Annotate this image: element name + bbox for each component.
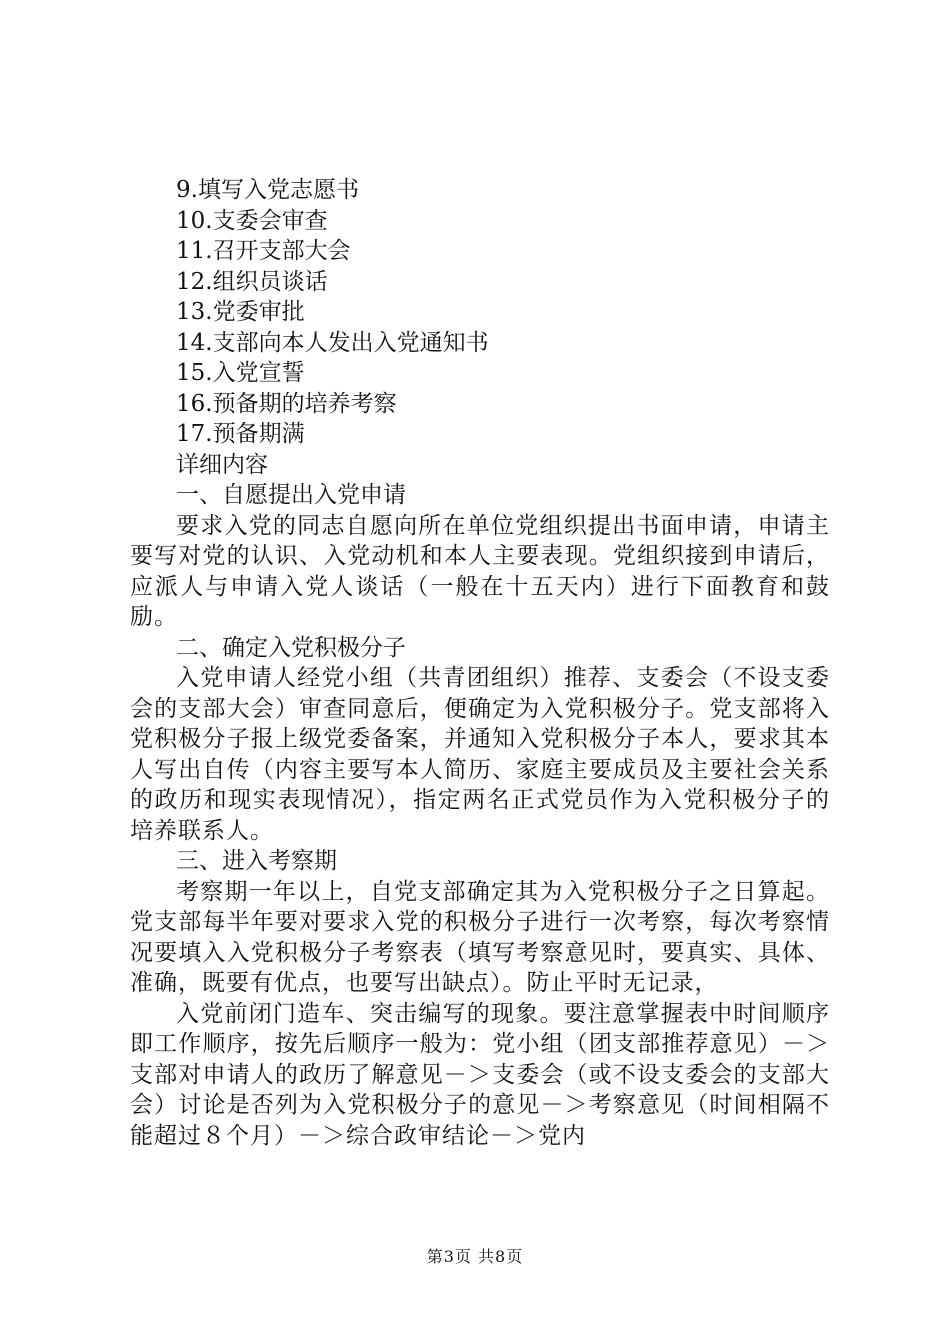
section-heading: 三、进入考察期 — [176, 848, 337, 874]
section-heading: 二、确定入党积极分子 — [176, 634, 406, 661]
section-heading: 一、自愿提出入党申请 — [176, 482, 406, 508]
document-body — [130, 175, 830, 1151]
detail-heading: 详细内容 — [176, 451, 268, 478]
page-footer: 第3页 共8页 — [426, 1247, 524, 1266]
list-item: 12.组织员谈话 — [176, 268, 328, 295]
list-item: 16.预备期的培养考察 — [176, 390, 397, 417]
list-item: 14.支部向本人发出入党通知书 — [176, 329, 489, 356]
list-item: 11.召开支部大会 — [176, 238, 351, 264]
list-item: 9.填写入党志愿书 — [176, 177, 359, 203]
section-paragraph: 入党申请人经党小组（共青团组织）推荐、支委会（不设支委会的支部大会）审查同意后，便确定为入党积极分子。党支部将入党积极分子报上级党委备案，并通知入党积极分子本人，要求其本人写出自传（内容主要写本人简历、家庭主要成员及主要社会关系的政历和现实表现情况），指定两名正式党员作为入党积极分子的培养联系人。 — [130, 665, 830, 844]
list-item: 15.入党宣誓 — [176, 360, 305, 386]
list-item: 17.预备期满 — [176, 421, 305, 447]
list-item: 10.支委会审查 — [176, 207, 328, 234]
section-paragraph: 要求入党的同志自愿向所在单位党组织提出书面申请，申请主要写对党的认识、入党动机和本人主要表现。党组织接到申请后，应派人与申请入党人谈话（一般在十五天内）进行下面教育和鼓励。 — [130, 512, 830, 630]
section-paragraph: 入党前闭门造车、突击编写的现象。要注意掌握表中时间顺序即工作顺序，按先后顺序一般为：党小组（团支部推荐意见）－＞支部对申请人的政历了解意见－＞支委会（或不设支委会的支部大会）讨论是否列为入党积极分子的意见－＞考察意见（时间相隔不能超过８个月）－＞综合政审结论－＞党内 — [130, 1000, 830, 1149]
list-item: 13.党委审批 — [176, 299, 305, 325]
section-paragraph: 考察期一年以上，自党支部确定其为入党积极分子之日算起。党支部每半年要对要求入党的积极分子进行一次考察，每次考察情况要填入入党积极分子考察表（填写考察意见时，要真实、具体、准确，既要有优点，也要写出缺点）。防止平时无记录， — [130, 878, 830, 996]
